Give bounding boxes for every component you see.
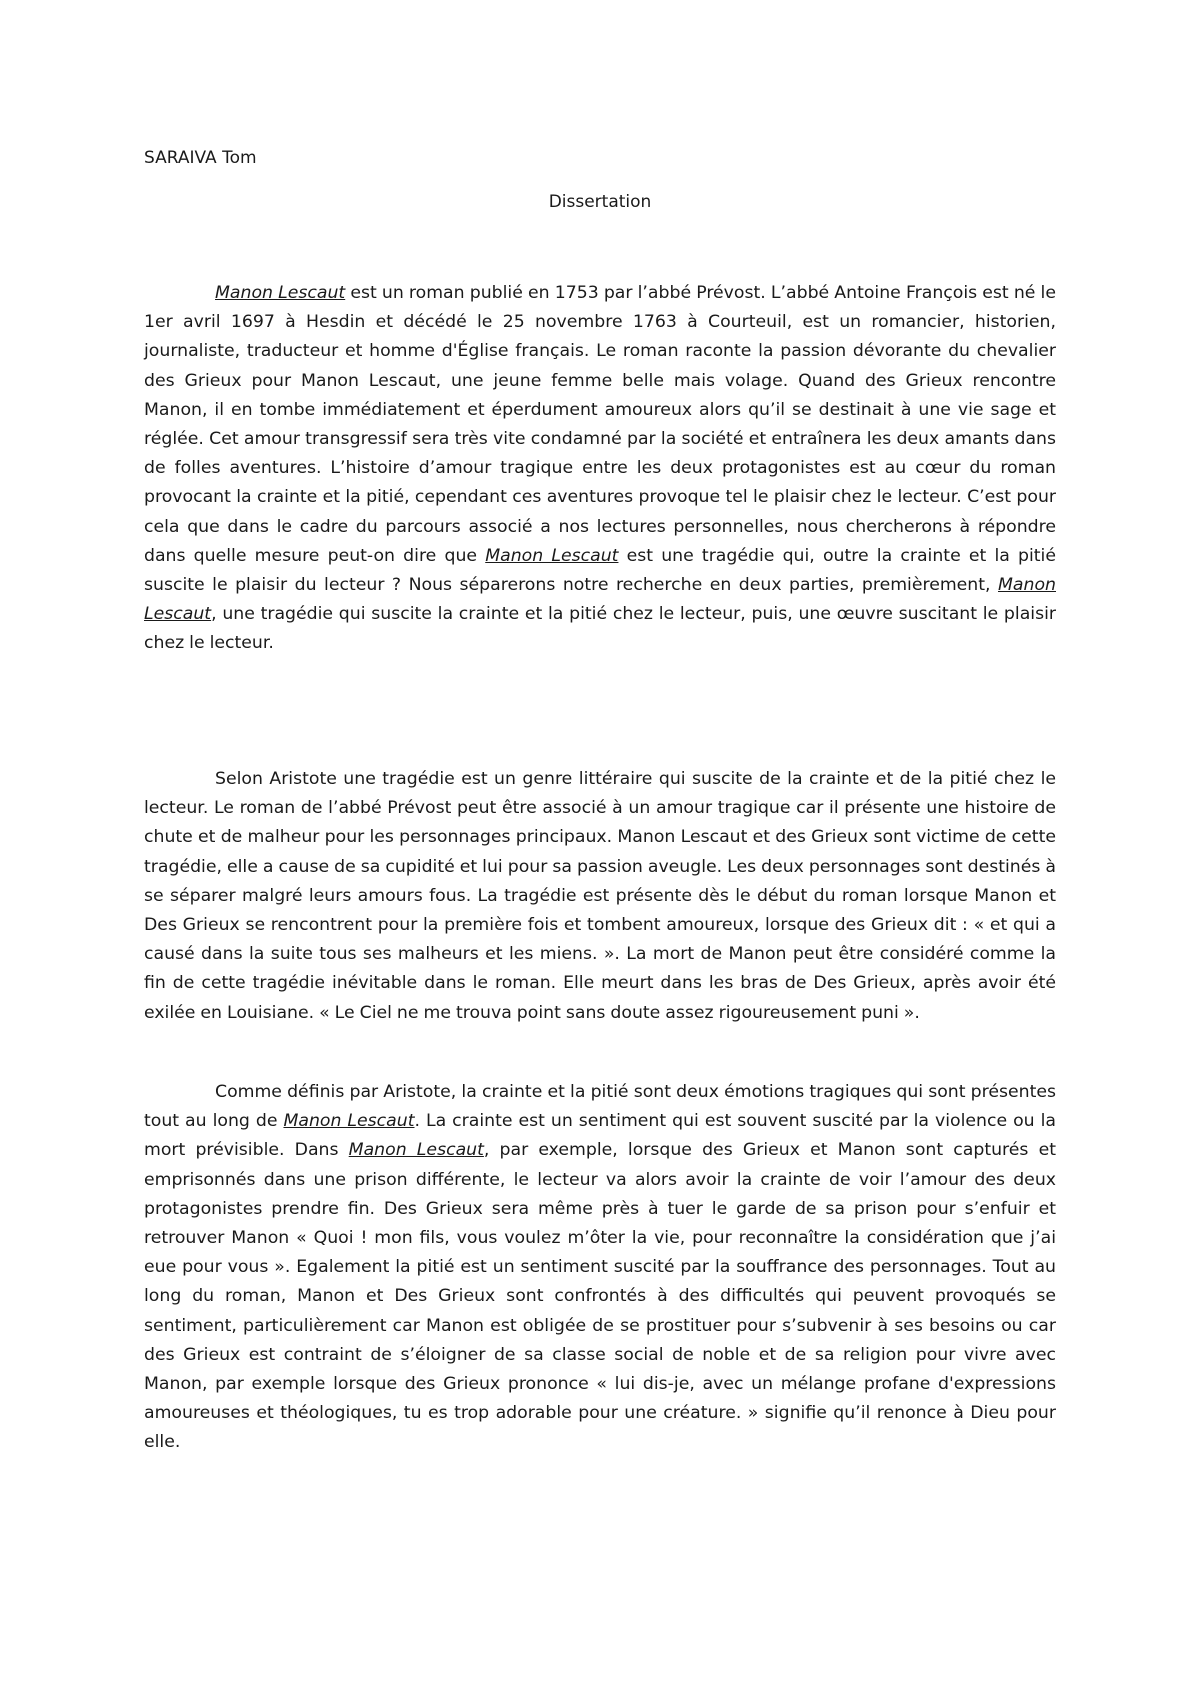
paragraph-text: est un roman publié en 1753 par l’abbé Prévost. L’abbé Antoine François est né le 1er avril 1697 à Hesdin et décédé le 25 novembre 1763 à Courteuil, est un romancier, historien, journaliste, traducteur et homme d'Église français. Le roman raconte la passion dévorante du chevalier des Grieux pour Manon Lescaut, une jeune femme belle mais volage. Quand des Grieux rencontre Manon, il en tombe immédiatement et éperdument amoureux alors qu’il se destinait à une vie sage et réglée. Cet amour transgressif sera très vite condamné par la société et entraînera les deux amants dans de folles aventures. L’histoire d’amour tragique entre les deux protagonistes est au cœur du roman provocant la crainte et la pitié, cependant ces aventures provoque tel le plaisir chez le lecteur. C’est pour cela que dans le cadre du parcours associé a nos lectures personnelles, nous chercherons à répondre dans quelle mesure peut-on dire que: [144, 283, 1056, 566]
introduction-paragraph: [144, 279, 1056, 659]
paragraph-text: . La crainte est un sentiment qui est souvent suscité par la violence ou la mort prévisible. Dans: [144, 1111, 1056, 1161]
book-title-reference: Manon Lescaut: [215, 283, 346, 303]
body-paragraph-aristote: [144, 765, 1056, 1028]
document-title: Dissertation: [548, 192, 652, 212]
book-title-reference: Manon Lescaut: [283, 1111, 415, 1132]
paragraph-text: , une tragédie qui suscite la crainte et la pitié chez le lecteur, puis, une œuvre suscitant le plaisir chez le lecteur.: [144, 604, 1056, 654]
paragraph-text: est une tragédie qui, outre la crainte et la pitié suscite le plaisir du lecteur ? Nous séparerons notre recherche en deux parties, premièrement,: [144, 545, 1056, 596]
author-name: SARAIVA Tom: [144, 148, 257, 168]
paragraph-text: Comme définis par Aristote, la crainte et la pitié sont deux émotions tragiques qui sont présentes tout au long de: [144, 1082, 1056, 1132]
book-title-reference: Manon Lescaut: [485, 545, 619, 566]
book-title-reference: Manon Lescaut: [348, 1140, 484, 1161]
paragraph-text: Selon Aristote une tragédie est un genre littéraire qui suscite de la crainte et de la pitié chez le lecteur. Le roman de l’abbé Prévost peut être associé à un amour tragique car il présente une histoire de chute et de malheur pour les personnages principaux. Manon Lescaut et des Grieux sont victime de cette tragédie, elle a cause de sa cupidité et lui pour sa passion aveugle. Les deux personnages sont destinés à se séparer malgré leurs amours fous. La tragédie est présente dès le début du roman lorsque Manon et Des Grieux se rencontrent pour la première fois et tombent amoureux, lorsque des Grieux dit : « et qui a causé dans la suite tous ses malheurs et les miens. ». La mort de Manon peut être considéré comme la fin de cette tragédie inévitable dans le roman. Elle meurt dans les bras de Des Grieux, après avoir été exilée en Louisiane. « Le Ciel ne me trouva point sans doute assez rigoureusement puni ».: [144, 769, 1056, 1023]
paragraph-text: , par exemple, lorsque des Grieux et Manon sont capturés et emprisonnés dans une prison différente, le lecteur va alors avoir la crainte de voir l’amour des deux protagonistes prendre fin. Des Grieux sera même près à tuer le garde de sa prison pour s’enfuir et retrouver Manon « Quoi ! mon fils, vous voulez m’ôter la vie, pour reconnaître la considération que j’ai eue pour vous ». Egalement la pitié est un sentiment suscité par la souffrance des personnages. Tout au long du roman, Manon et Des Grieux sont confrontés à des difficultés qui peuvent provoqués se sentiment, particulièrement car Manon est obligée de se prostituer pour s’subvenir à ses besoins ou car des Grieux est contraint de s’éloigner de sa classe social de noble et de sa religion pour vivre avec Manon, par exemple lorsque des Grieux prononce « lui dis-je, avec un mélange profane d'expressions amoureuses et théologiques, tu es trop adorable pour une créature. » signifie qu’il renonce à Dieu pour elle.: [144, 1140, 1056, 1453]
book-title-reference: Manon Lescaut: [144, 575, 1056, 625]
body-paragraph-crainte-pitie: [144, 1078, 1056, 1458]
